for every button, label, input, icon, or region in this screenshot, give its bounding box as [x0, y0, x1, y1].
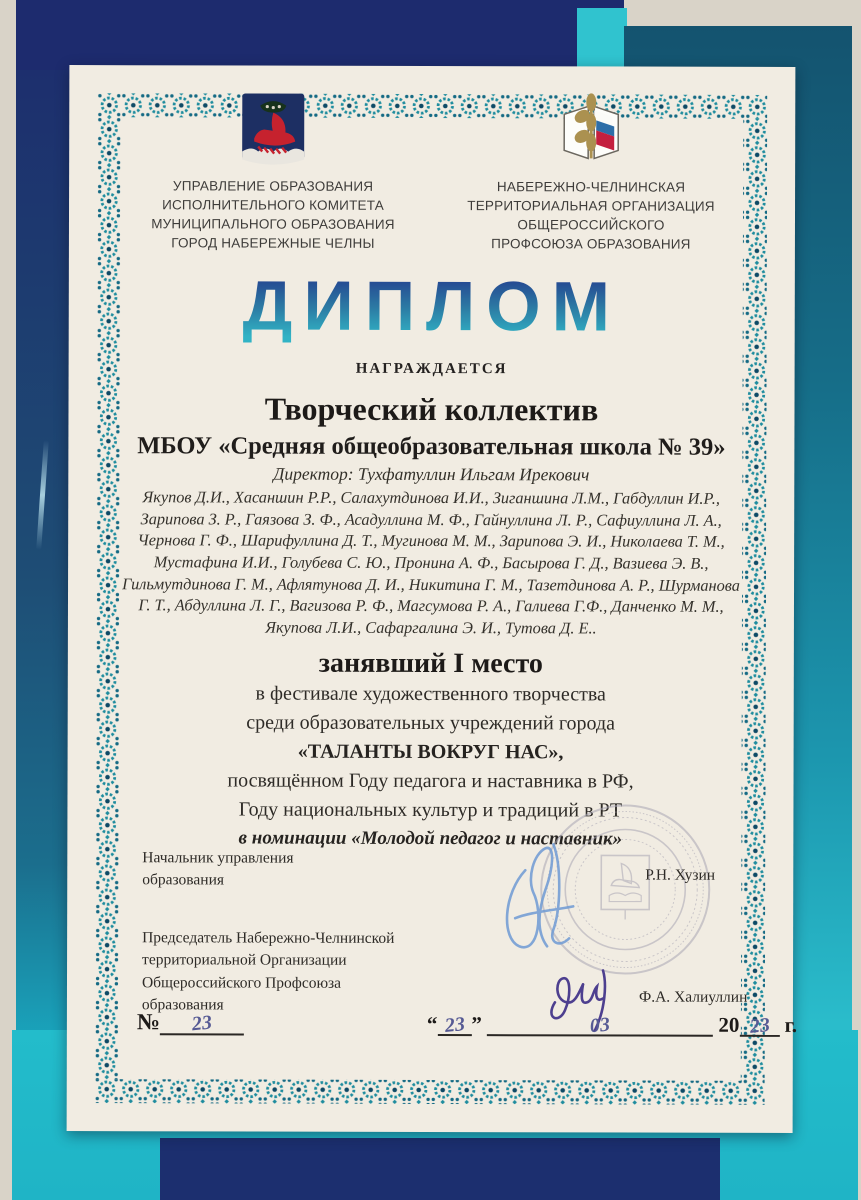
- diploma-number-row: [137, 1009, 244, 1035]
- org-line: ПРОФСОЮЗА ОБРАЗОВАНИЯ: [491, 235, 691, 252]
- background-top-band: [16, 0, 624, 70]
- org-line: ИСПОЛНИТЕЛЬНОГО КОМИТЕТА: [162, 197, 384, 213]
- background-teal-accent: [577, 8, 627, 70]
- org-header: [69, 65, 795, 254]
- year-line: [739, 1013, 779, 1038]
- signatory-2-title: Председатель Набережно-Челнинской территориальной Организации Общероссийского Профсоюза образования: [141, 929, 395, 1014]
- org-right-text: [467, 178, 715, 254]
- award-line-3: посвящённом Году педагога и наставника в РФ,: [227, 769, 634, 793]
- background-left-band: [16, 0, 72, 1200]
- year-value-handwritten: 23: [748, 1013, 771, 1038]
- open-quote: “: [426, 1011, 438, 1037]
- org-line: ГОРОД НАБЕРЕЖНЫЕ ЧЕЛНЫ: [171, 234, 375, 251]
- recipient-school: МБОУ «Средняя общеобразовательная школа № 39»: [137, 432, 726, 461]
- org-left: [129, 91, 417, 253]
- signatory-2-name: Ф.А. Халиуллин: [638, 988, 748, 1006]
- city-emblem-icon: [240, 91, 306, 167]
- background-bottom-navy: [160, 1138, 720, 1200]
- signatory-1-name: Р.Н. Хузин: [645, 866, 716, 884]
- day-line: [437, 1015, 471, 1036]
- diploma-title: ДИПЛОМ: [69, 269, 795, 344]
- number-value-handwritten: 23: [190, 1011, 214, 1036]
- signatory-1-title: Начальник управления образования: [142, 849, 294, 889]
- union-logo-icon: [556, 92, 626, 168]
- award-line-2: среди образовательных учреждений города: [246, 711, 616, 735]
- recipient-director: Директор: Тухфатуллин Ильгам Ирекович: [273, 463, 590, 485]
- diploma-certificate: [67, 65, 796, 1133]
- award-line-4: Году национальных культур и традиций в РТ: [238, 798, 623, 822]
- year-prefix: 20: [718, 1012, 740, 1037]
- award-place: занявший I место: [318, 647, 543, 680]
- diploma-date-row: [427, 1012, 797, 1038]
- festival-name: «ТАЛАНТЫ ВОКРУГ НАС»,: [297, 740, 564, 764]
- year-suffix: г.: [784, 1012, 798, 1037]
- org-line: ОБЩЕРОССИЙСКОГО: [517, 217, 665, 233]
- day-value-handwritten: 23: [443, 1013, 466, 1038]
- month-value-handwritten: 03: [589, 1013, 612, 1038]
- number-line: [160, 1012, 244, 1035]
- close-quote: ”: [471, 1012, 482, 1037]
- signature-khuzin-icon: [495, 834, 599, 966]
- number-label: №: [136, 1009, 161, 1035]
- org-line: УПРАВЛЕНИЕ ОБРАЗОВАНИЯ: [172, 178, 374, 194]
- recipient-collective: Творческий коллектив: [264, 390, 599, 428]
- org-left-text: [151, 177, 395, 253]
- award-line-1: в фестивале художественного творчества: [255, 682, 606, 706]
- org-line: МУНИЦИПАЛЬНОГО ОБРАЗОВАНИЯ: [151, 216, 395, 232]
- recipient-members: Якупов Д.И., Хасаншин Р.Р., Салахутдинова И.И., Зиганшина Л.М., Габдуллин И.Р., Зарипова З. Р., Гаязова З. Ф., Асадуллина М. Ф., Гайнуллина Л. Р., Сафиуллина Л. А., Чернова Г. Ф., Шарифуллина Д. Т., Мугинова М. М., Зарипова Э. И., Николаева Т. М., Мустафина И.И., Голубева С. Ю., Пронина А. Ф., Басырова Г. Д., Вазиева Э. В., Гильмутдинова Г. М., Афлятунова Д. И., Никитина Г. М., Тазетдинова А. Р., Шурманова Г. Т., Абдуллина Л. Г., Вагизова Р. Ф., Магсумова Р. А., Галиева Г.Ф., Данченко М. М., Якупова Л.И., Сафаргалина Э. И., Тутова Д. Е..: [122, 487, 740, 638]
- org-line: ТЕРРИТОРИАЛЬНАЯ ОРГАНИЗАЦИЯ: [467, 197, 715, 214]
- award-nomination: в номинации «Молодой педагог и наставник»: [238, 827, 623, 850]
- awarded-label: НАГРАЖДАЕТСЯ: [355, 360, 508, 378]
- org-right: [447, 92, 735, 254]
- org-line: НАБЕРЕЖНО-ЧЕЛНИНСКАЯ: [496, 179, 686, 195]
- month-line: [487, 1015, 713, 1037]
